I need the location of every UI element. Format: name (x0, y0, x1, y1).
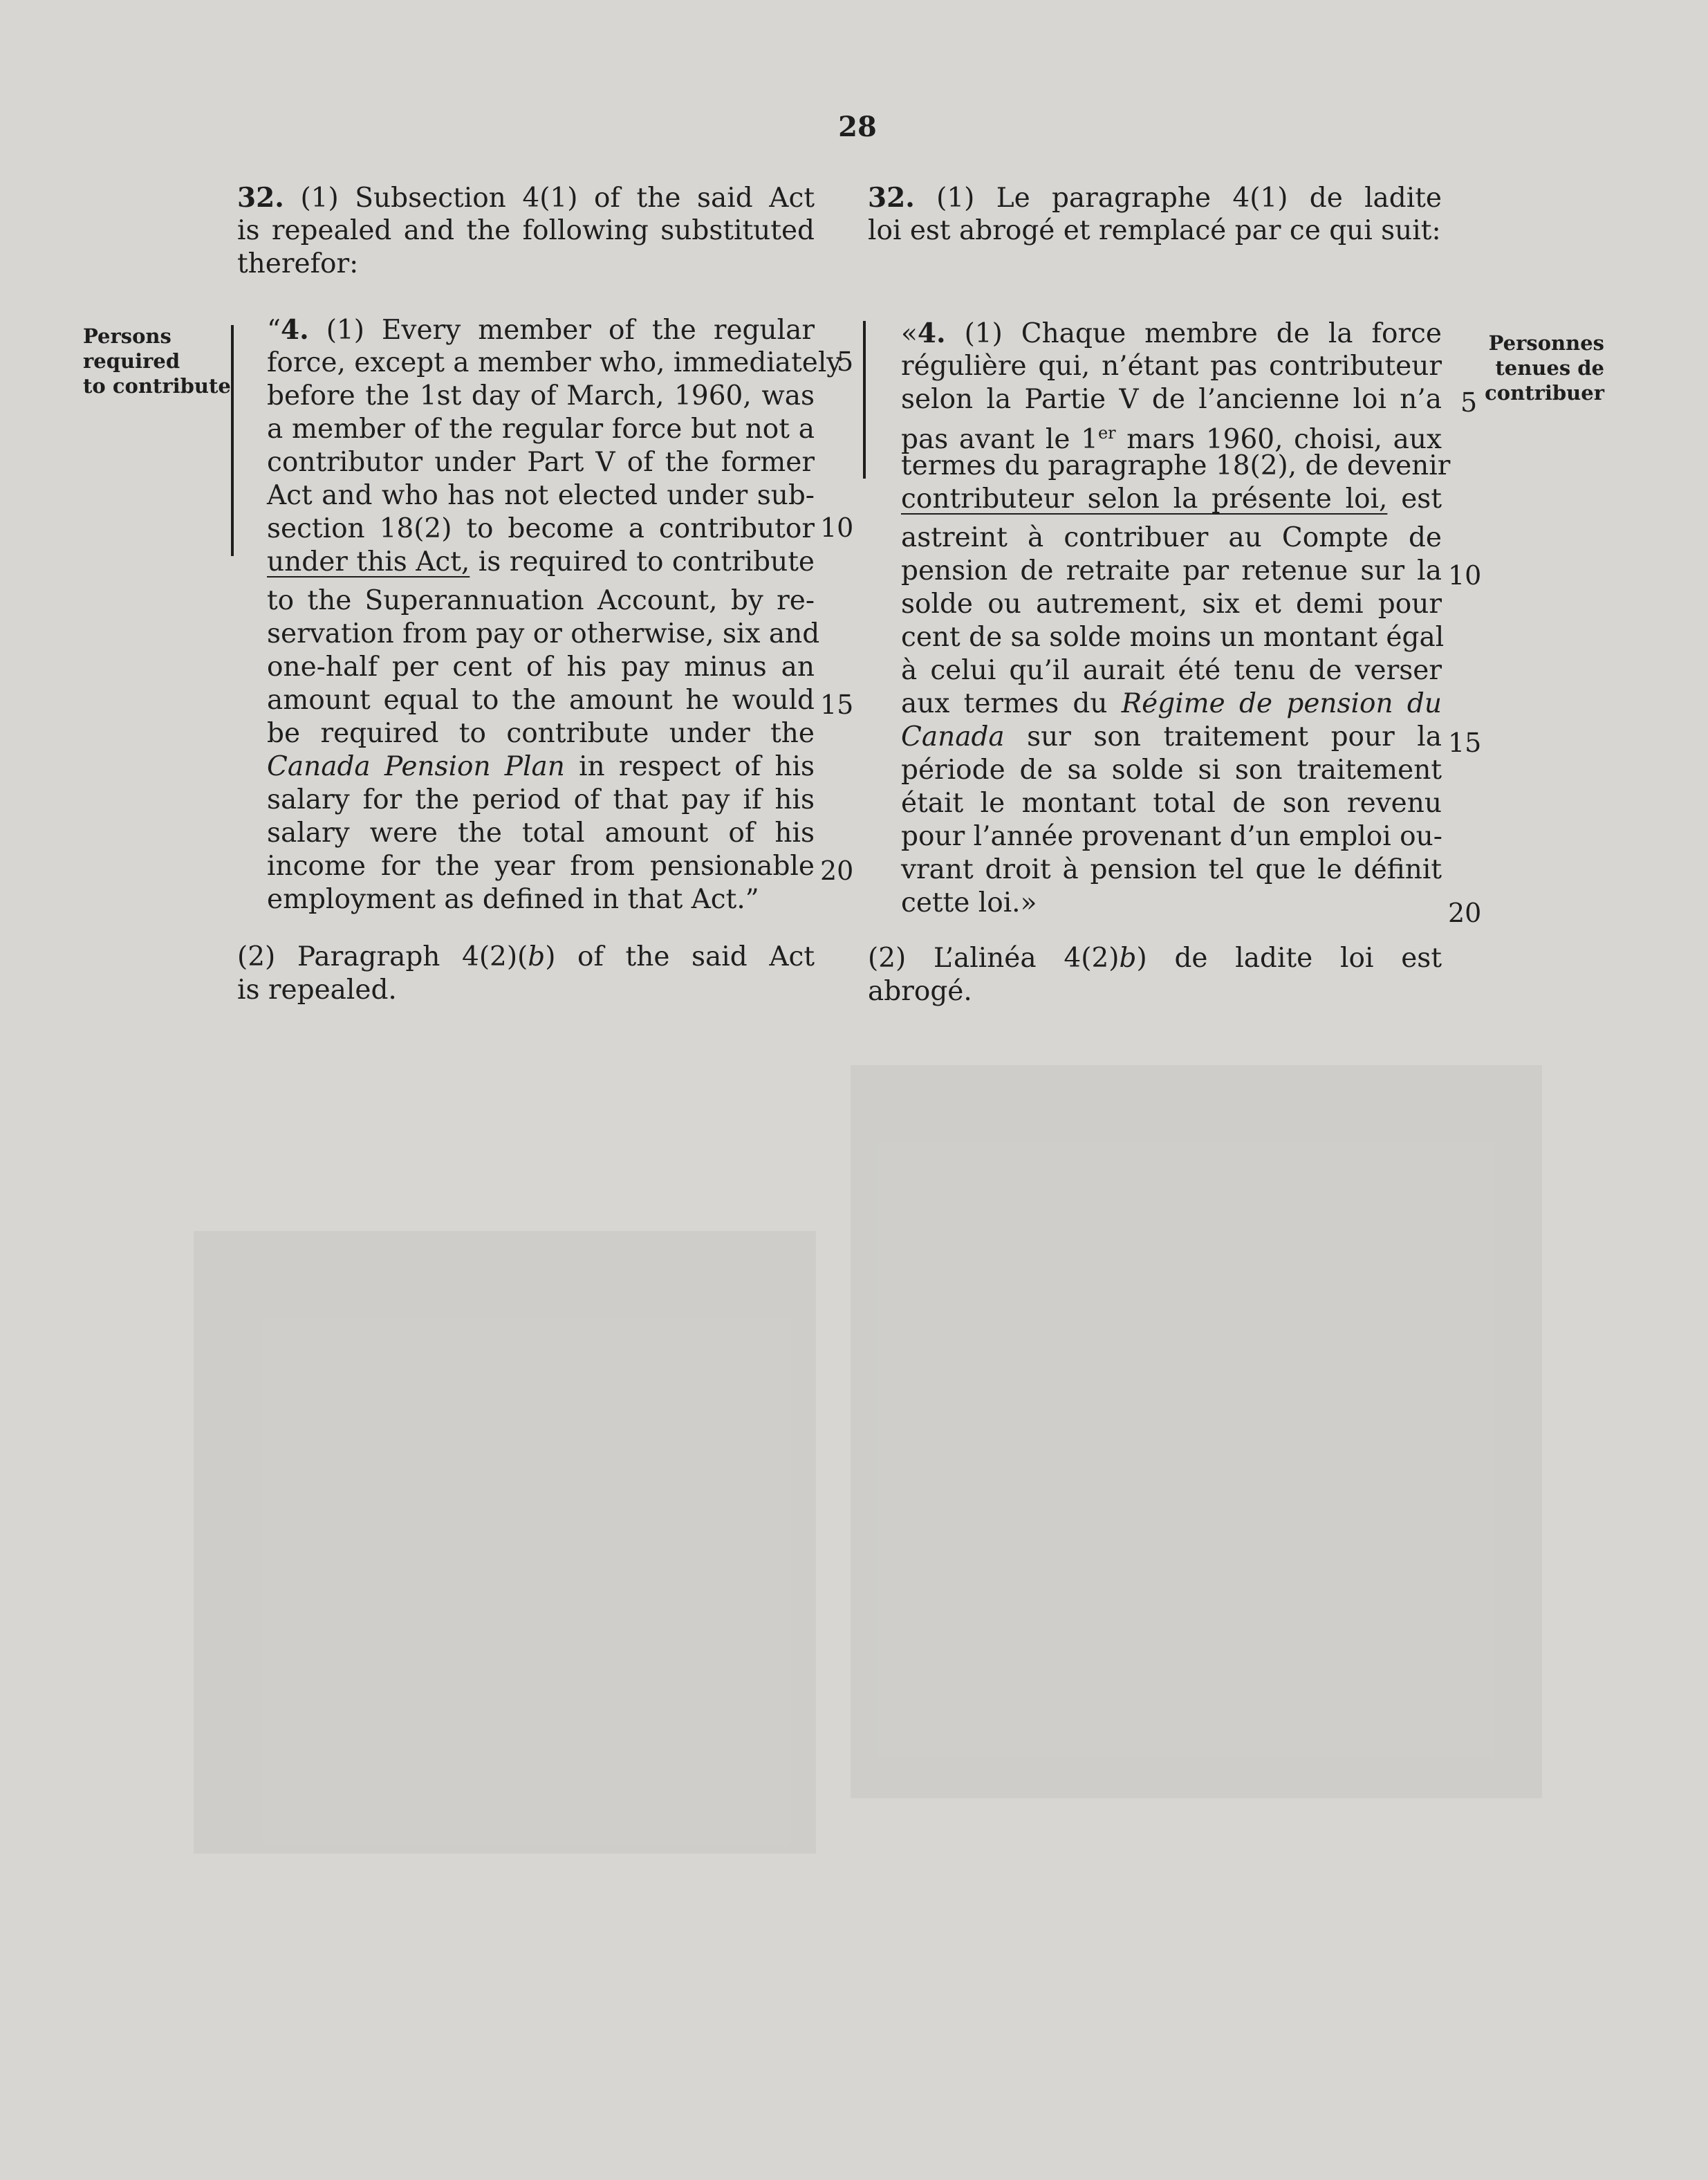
line-number: 20 (820, 856, 854, 886)
text-line: section 18(2) to become a contributor (267, 513, 815, 544)
text-line: termes du paragraphe 18(2), de devenir (901, 450, 1451, 481)
text-line: pour l’année provenant d’un emploi ou- (901, 821, 1442, 852)
text: (1) Le paragraphe 4(1) de ladite (936, 183, 1442, 214)
section-number: 4. (280, 314, 309, 346)
text-line (267, 313, 815, 347)
text-line: a member of the regular force but not a (267, 414, 815, 445)
line-number: 15 (1448, 728, 1482, 758)
bleed-through-area (194, 1231, 816, 1854)
text-line: income for the year from pensionable (267, 851, 815, 882)
text-line: amount equal to the amount he would (267, 685, 815, 716)
line-number: 20 (1448, 898, 1482, 928)
text-line (237, 181, 815, 215)
text-line: solde ou autrement, six et demi pour (901, 589, 1442, 620)
margin-note-line: Personnes (1488, 331, 1604, 355)
line-number: 5 (1460, 387, 1478, 418)
text: mars 1960, choisi, aux (1115, 424, 1442, 455)
text-line: contributor under Part V of the former (267, 447, 815, 478)
section-number: 4. (917, 317, 946, 349)
line-number: 10 (820, 512, 854, 543)
italic-text: b (528, 941, 546, 972)
italic-text: Canada (901, 721, 1005, 752)
text: (1) Chaque membre de la force (964, 318, 1442, 349)
text-line: astreint à contribuer au Compte de (901, 522, 1442, 553)
margin-note-line: Persons (83, 324, 171, 348)
italic-text: Régime de pension du (1121, 688, 1442, 719)
underlined-text: under this Act, (267, 546, 470, 578)
text-line: régulière qui, n’étant pas contributeur (901, 351, 1442, 382)
margin-note-line: tenues de (1495, 356, 1604, 380)
underlined-text: contributeur selon la présente loi, (901, 483, 1388, 515)
text-line: loi est abrogé et remplacé par ce qui suit: (868, 215, 1441, 246)
text: (1) Subsection 4(1) of the said Act (300, 183, 815, 214)
text: (2) L’alinéa 4(2) (868, 943, 1120, 974)
italic-text: Canada Pension Plan (267, 751, 565, 782)
text-line: before the 1st day of March, 1960, was (267, 380, 815, 412)
text-line: cent de sa solde moins un montant égal (901, 622, 1445, 653)
text: ) of the said Act (545, 941, 815, 972)
quote-mark: “ (267, 315, 281, 346)
text-line: to the Superannuation Account, by re- (267, 585, 815, 616)
text-line (267, 750, 815, 784)
text-line: période de sa solde si son traitement (901, 755, 1442, 786)
line-number: 5 (837, 347, 854, 377)
text-line: salary were the total amount of his (267, 818, 815, 849)
text-line: salary for the period of that pay if his (267, 784, 815, 815)
text: aux termes du (901, 688, 1122, 719)
text-line: servation from pay or otherwise, six and (267, 618, 820, 649)
text-line (901, 721, 1442, 754)
text-line: vrant droit à pension tel que le définit (901, 854, 1442, 885)
page-number: 28 (838, 111, 877, 143)
margin-note-line: to contribute (83, 374, 231, 398)
margin-note-line: contribuer (1485, 381, 1604, 405)
text-line: Act and who has not elected under sub- (267, 480, 815, 511)
text-line: employment as defined in that Act.” (267, 884, 759, 915)
text-line (901, 317, 1442, 351)
text: in respect of his (564, 751, 815, 782)
text-line (868, 942, 1442, 975)
text-line: cette loi.» (901, 887, 1037, 918)
text-line: était le montant total de son revenu (901, 788, 1442, 819)
superscript: er (1097, 423, 1116, 443)
text-line (267, 546, 815, 579)
margin-note-en (83, 324, 231, 398)
text: sur son traitement pour la (1004, 721, 1442, 752)
line-number: 15 (820, 690, 854, 720)
text-line (237, 941, 815, 974)
revision-bar (231, 325, 234, 556)
text-line: therefor: (237, 248, 359, 279)
text: ) de ladite loi est (1136, 943, 1442, 974)
text-line (901, 687, 1442, 721)
text: est (1387, 483, 1442, 515)
text-line: is repealed and the following substituted (237, 215, 815, 246)
section-number: 32. (868, 182, 915, 214)
text-line: pension de retraite par retenue sur la (901, 555, 1442, 586)
margin-note-line: required (83, 349, 180, 373)
text-line: selon la Partie V de l’ancienne loi n’a (901, 384, 1442, 415)
text: (2) Paragraph 4(2)( (237, 941, 528, 972)
section-number: 32. (237, 182, 284, 214)
text-line (868, 181, 1442, 215)
quote-mark: « (901, 318, 918, 349)
text-line: abrogé. (868, 976, 972, 1007)
text-line (901, 483, 1442, 516)
text: pas avant le 1 (901, 424, 1098, 455)
text-line: one-half per cent of his pay minus an (267, 652, 815, 683)
text: (1) Every member of the regular (326, 315, 815, 346)
text: is required to contribute (470, 546, 815, 578)
text-line: be required to contribute under the (267, 718, 815, 749)
italic-text: b (1119, 943, 1137, 974)
bleed-through-area (851, 1065, 1542, 1798)
revision-bar (863, 321, 866, 479)
text-line: force, except a member who, immediately (267, 347, 842, 378)
text-line: is repealed. (237, 974, 397, 1006)
line-number: 10 (1448, 560, 1482, 591)
text-line: à celui qu’il aurait été tenu de verser (901, 655, 1442, 686)
margin-note-fr (1480, 331, 1604, 405)
